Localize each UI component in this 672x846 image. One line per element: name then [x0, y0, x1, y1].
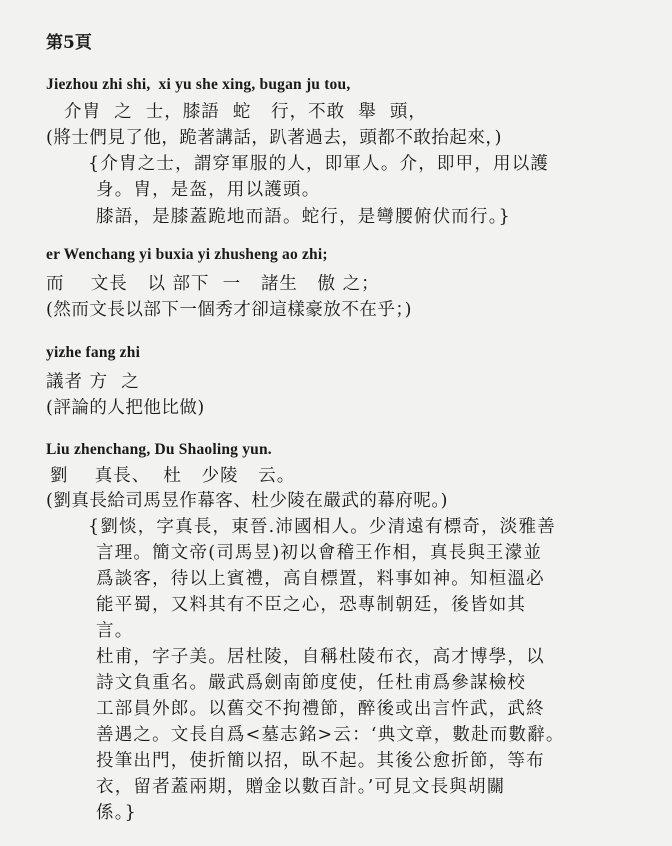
translation-line: (將士們見了他，跪著講話，趴著過去，頭都不敢抬起來，) — [46, 128, 502, 148]
note-line: 善遇之。文長自爲<墓志銘>云：‘典文章，數赴而數辭。 — [96, 725, 565, 745]
pinyin-line: Jiezhou zhi shi, xi yu she xing, bugan ju tou, — [46, 76, 351, 93]
note-line: {介胄之士，謂穿軍服的人，即軍人。介，即甲，用以護 — [88, 154, 550, 174]
note-line: 能平蜀，又料其有不臣之心，恐專制朝廷，後皆如其 — [96, 595, 527, 615]
translation-line: (劉真長給司馬昱作幕客、杜少陵在嚴武的幕府呢。) — [46, 491, 448, 511]
note-line: 詩文負重名。嚴武爲劍南節度使，任杜甫爲參謀檢校 — [96, 673, 527, 693]
page-label: 第5頁 — [46, 33, 92, 53]
note-line: 膝語，是膝蓋跪地而語。蛇行，是彎腰俯伏而行。} — [96, 207, 511, 227]
translation-line: (評論的人把他比做) — [46, 398, 205, 418]
hanzi-line: 劉 真長、 杜 少陵 云。 — [50, 466, 296, 486]
note-line: 衣，留者蓋兩期，贈金以數百計。’可見文長與胡關 — [96, 777, 506, 797]
note-line: 投筆出門，使折簡以招，臥不起。其後公愈折節，等布 — [96, 751, 545, 771]
note-line: 言理。簡文帝(司馬昱)初以會稽王作相，真長與王濛並 — [96, 543, 543, 563]
pinyin-line: yizhe fang zhi — [46, 344, 141, 361]
translation-line: (然而文長以部下一個秀才卻這樣豪放不在乎；) — [46, 300, 412, 320]
pinyin-line: Liu zhenchang, Du Shaoling yun. — [46, 441, 272, 458]
note-line: 言。 — [96, 621, 134, 641]
note-line: 工部員外郎。以舊交不拘禮節，醉後或出言忤武，武終 — [96, 699, 545, 719]
note-line: 係。} — [96, 803, 137, 823]
note-line: 杜甫，字子美。居杜陵，自稱杜陵布衣，高才博學，以 — [96, 647, 545, 667]
note-line: 爲談客，待以上賓禮，高自標置，料事如神。知桓溫必 — [96, 569, 545, 589]
note-line: {劉惔，字真長，東晉.沛國相人。少清遠有標奇，淡雅善 — [88, 517, 556, 537]
hanzi-line: 而 文長 以 部下 一 諸生 傲 之； — [46, 274, 380, 294]
hanzi-line: 議者 方 之 — [46, 372, 140, 392]
pinyin-line: er Wenchang yi buxia yi zhusheng ao zhi; — [46, 246, 328, 263]
hanzi-line: 介胄 之 士，膝語 蛇 行，不敢 舉 頭， — [64, 102, 427, 122]
note-line: 身。胄，是盔，用以護頭。 — [96, 180, 321, 200]
